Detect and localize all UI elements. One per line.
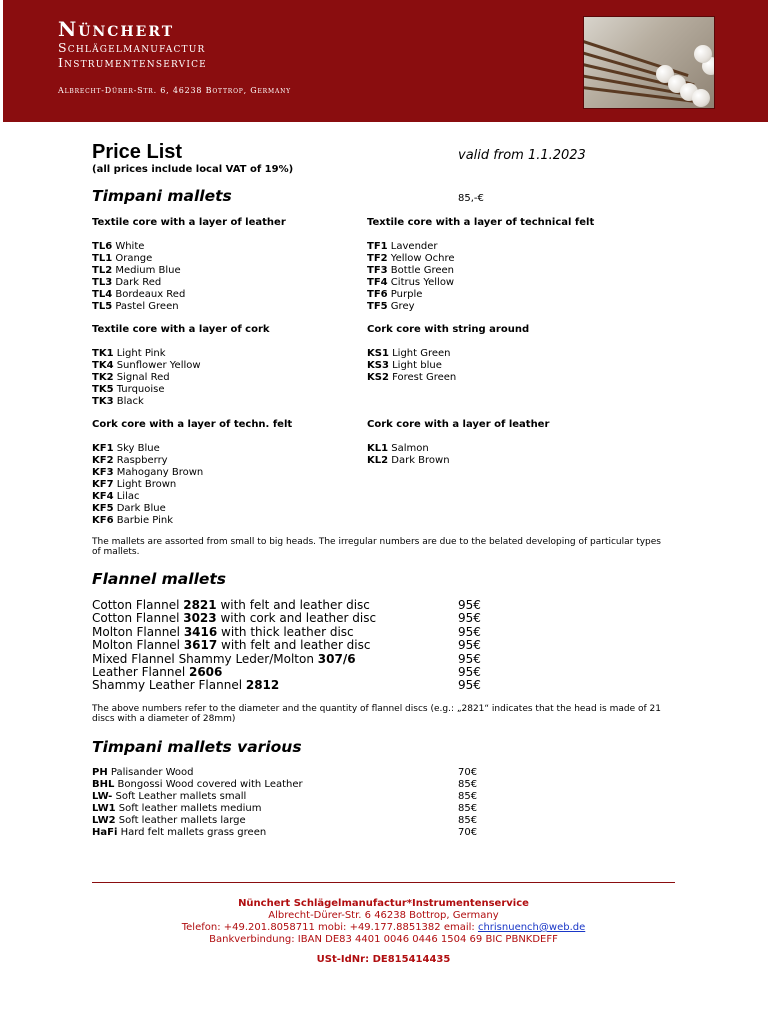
- mallet-color: Salmon: [388, 443, 429, 454]
- flannel-price: 95€: [458, 651, 481, 666]
- various-price: 85€: [458, 790, 478, 802]
- flannel-price: 95€: [458, 598, 481, 612]
- various-item: [92, 791, 492, 803]
- flannel-price: 95€: [458, 638, 481, 653]
- mallet-code: KL1: [367, 443, 389, 454]
- mallet-item: [92, 265, 362, 277]
- flannel-desc-pre: Leather Flannel: [92, 665, 189, 679]
- mallet-color: Lavender: [387, 241, 438, 252]
- footer-company: Nünchert Schlägelmanufactur*Instrumentenservice: [238, 898, 529, 909]
- mallet-color: Bordeaux Red: [112, 289, 186, 300]
- various-item: [92, 779, 492, 791]
- flannel-code: 3416: [183, 624, 218, 639]
- various-code: PH: [92, 767, 108, 778]
- mallet-item: [92, 443, 362, 455]
- flannel-item: [92, 626, 492, 639]
- mallet-item: [92, 301, 362, 313]
- various-code: LW2: [92, 814, 116, 826]
- mallet-color: Light Green: [388, 348, 451, 359]
- letterhead-banner: [3, 0, 768, 122]
- mallet-code: KF4: [92, 491, 114, 502]
- flannel-price: 95€: [458, 678, 481, 693]
- mallet-item: [367, 265, 637, 277]
- timpani-price: 85,-€: [458, 193, 484, 204]
- mallet-code: KF1: [92, 443, 114, 454]
- mallet-group-title: Textile core with a layer of technical felt: [367, 217, 595, 228]
- mallet-code: KF7: [92, 479, 114, 490]
- various-desc: Palisander Wood: [107, 767, 194, 778]
- mallet-color: Mahogany Brown: [113, 467, 204, 478]
- mallet-item: [367, 455, 637, 467]
- mallet-color: Turquoise: [113, 384, 165, 395]
- mallet-item: [92, 360, 362, 372]
- flannel-desc-pre: Cotton Flannel: [92, 611, 184, 626]
- footer-divider: [92, 882, 675, 883]
- mallet-color: White: [112, 241, 145, 252]
- mallet-group: [92, 217, 362, 313]
- mallet-item: [367, 348, 637, 360]
- various-code: LW-: [92, 790, 113, 802]
- mallet-code: TK1: [92, 348, 114, 359]
- mallet-color: Black: [113, 396, 144, 407]
- mallet-color: Orange: [112, 253, 153, 264]
- various-price: 85€: [458, 814, 478, 826]
- mallet-color: Pastel Green: [112, 301, 179, 312]
- mallet-item: [92, 384, 362, 396]
- section-heading-various: Timpani mallets various: [92, 738, 302, 756]
- mallet-item: [367, 372, 637, 384]
- valid-date: valid from 1.1.2023: [458, 148, 586, 163]
- mallet-code: KF2: [92, 455, 114, 466]
- flannel-code: 2812: [245, 678, 280, 693]
- mallet-code: TF2: [367, 253, 388, 264]
- flannel-item: [92, 639, 492, 652]
- flannel-desc-post: with cork and leather disc: [216, 611, 377, 626]
- flannel-code: 307/6: [317, 651, 356, 666]
- flannel-desc-pre: Molton Flannel: [92, 624, 184, 639]
- flannel-desc-post: with felt and leather disc: [216, 598, 370, 612]
- mallet-color: Barbie Pink: [113, 515, 173, 526]
- mallet-color: Purple: [387, 289, 423, 300]
- mallet-item: [92, 467, 362, 479]
- mallet-code: TF5: [367, 301, 388, 312]
- flannel-desc-post: with felt and leather disc: [217, 638, 371, 653]
- various-desc: Hard felt mallets grass green: [117, 826, 267, 838]
- mallet-item: [92, 515, 362, 527]
- page-title: Price List: [92, 141, 183, 163]
- company-line-1: Schlägelmanufactur: [58, 40, 206, 55]
- mallet-item: [92, 396, 362, 408]
- footer-contact: [92, 922, 675, 934]
- flannel-code: 3023: [183, 611, 217, 626]
- various-item: [92, 767, 492, 779]
- mallet-item: [92, 455, 362, 467]
- various-desc: Soft Leather mallets small: [112, 790, 247, 802]
- various-item: [92, 827, 492, 839]
- mallet-color: Light Brown: [113, 479, 177, 490]
- various-code: BHL: [92, 778, 115, 790]
- mallet-color: Dark Blue: [113, 503, 166, 514]
- mallet-item: [367, 289, 637, 301]
- mallet-code: TL3: [92, 277, 113, 288]
- company-line-2: Instrumentenservice: [58, 55, 207, 70]
- mallet-color: Dark Red: [112, 277, 162, 288]
- mallet-group-title: Cork core with a layer of techn. felt: [92, 419, 293, 430]
- mallet-color: Light Pink: [113, 348, 166, 359]
- various-price: 85€: [458, 802, 478, 814]
- mallet-code: KF3: [92, 467, 114, 478]
- flannel-desc-pre: Mixed Flannel Shammy Leder/Molton: [92, 651, 318, 666]
- mallet-group: [92, 324, 362, 408]
- mallet-color: Medium Blue: [112, 265, 181, 276]
- mallet-color: Signal Red: [113, 372, 170, 383]
- flannel-desc-pre: Shammy Leather Flannel: [92, 678, 246, 693]
- mallet-item: [92, 372, 362, 384]
- mallet-group-title: Cork core with string around: [367, 324, 530, 335]
- various-code: HaFi: [92, 826, 118, 838]
- various-item: [92, 815, 492, 827]
- footer-vat-id: USt-IdNr: DE815414435: [316, 954, 451, 965]
- mallet-group: [92, 419, 362, 527]
- various-price: 85€: [458, 778, 478, 790]
- flannel-item: [92, 599, 492, 612]
- flannel-price: 95€: [458, 611, 481, 626]
- mallet-code: KS1: [367, 348, 389, 359]
- mallet-group-title: Textile core with a layer of cork: [92, 324, 270, 335]
- mallet-item: [92, 348, 362, 360]
- timpani-note: The mallets are assorted from small to big heads. The irregular numbers are due to the belated developing of particular types of mallets.: [92, 537, 661, 557]
- mallet-code: TK4: [92, 360, 114, 371]
- company-name: Nünchert: [58, 17, 175, 41]
- flannel-price: 95€: [458, 665, 481, 679]
- mallet-color: Forest Green: [388, 372, 457, 383]
- mallet-code: KS2: [367, 372, 389, 383]
- various-desc: Soft leather mallets large: [115, 814, 246, 826]
- footer-email-link[interactable]: chrisnuench@web.de: [477, 922, 586, 933]
- mallet-color: Sky Blue: [113, 443, 160, 454]
- mallet-color: Dark Brown: [388, 455, 450, 466]
- mallet-color: Raspberry: [113, 455, 168, 466]
- mallet-group: [367, 324, 637, 384]
- mallets-photo: [583, 16, 715, 109]
- mallet-code: TL4: [92, 289, 113, 300]
- flannel-item: [92, 666, 492, 679]
- section-heading-flannel: Flannel mallets: [92, 570, 227, 588]
- mallet-group-title: Cork core with a layer of leather: [367, 419, 550, 430]
- flannel-item: [92, 653, 492, 666]
- mallet-color: Lilac: [113, 491, 140, 502]
- mallet-item: [367, 301, 637, 313]
- flannel-code: 2606: [188, 665, 223, 679]
- section-heading-timpani: Timpani mallets: [92, 187, 232, 205]
- flannel-desc-post: with thick leather disc: [217, 624, 354, 639]
- company-address: Albrecht-Dürer-Str. 6, 46238 Bottrop, Germany: [58, 86, 291, 95]
- mallet-item: [92, 479, 362, 491]
- mallet-code: TF4: [367, 277, 388, 288]
- mallet-item: [367, 241, 637, 253]
- mallet-code: TK3: [92, 396, 114, 407]
- mallet-item: [92, 289, 362, 301]
- various-price: 70€: [458, 826, 478, 838]
- various-code: LW1: [92, 802, 116, 814]
- mallet-code: KF6: [92, 515, 114, 526]
- mallet-item: [92, 503, 362, 515]
- mallet-item: [92, 253, 362, 265]
- mallet-color: Citrus Yellow: [387, 277, 455, 288]
- footer-phone: Telefon: +49.201.8058711 mobi: +49.177.8851382 email:: [181, 922, 478, 933]
- mallet-code: KS3: [367, 360, 389, 371]
- mallet-color: Yellow Ochre: [387, 253, 455, 264]
- mallet-group: [367, 419, 637, 467]
- mallet-color: Sunflower Yellow: [113, 360, 201, 371]
- mallet-group: [367, 217, 637, 313]
- mallet-code: KF5: [92, 503, 114, 514]
- mallet-item: [367, 360, 637, 372]
- mallet-code: TF3: [367, 265, 388, 276]
- mallet-item: [367, 443, 637, 455]
- brand-block: [58, 18, 207, 70]
- flannel-desc-pre: Molton Flannel: [92, 638, 184, 653]
- mallet-color: Grey: [387, 301, 415, 312]
- flannel-desc-pre: Cotton Flannel: [92, 598, 184, 612]
- vat-note: (all prices include local VAT of 19%): [92, 164, 294, 175]
- various-desc: Bongossi Wood covered with Leather: [114, 778, 303, 790]
- mallet-item: [367, 277, 637, 289]
- mallet-code: TL6: [92, 241, 113, 252]
- mallet-code: TK2: [92, 372, 114, 383]
- flannel-item: [92, 679, 492, 692]
- mallet-code: TF6: [367, 289, 388, 300]
- mallet-item: [92, 241, 362, 253]
- mallet-group-title: Textile core with a layer of leather: [92, 217, 286, 228]
- mallet-color: Light blue: [388, 360, 442, 371]
- mallet-item: [92, 491, 362, 503]
- flannel-code: 3617: [183, 638, 218, 653]
- mallet-code: TL5: [92, 301, 113, 312]
- mallet-item: [92, 277, 362, 289]
- footer-bank: Bankverbindung: IBAN DE83 4401 0046 0446 1504 69 BIC PBNKDEFF: [209, 934, 558, 945]
- mallet-code: KL2: [367, 455, 389, 466]
- mallet-color: Bottle Green: [387, 265, 455, 276]
- flannel-price: 95€: [458, 624, 481, 639]
- mallet-code: TK5: [92, 384, 114, 395]
- mallet-item: [367, 253, 637, 265]
- flannel-code: 2821: [183, 598, 217, 612]
- various-desc: Soft leather mallets medium: [115, 802, 262, 814]
- various-price: 70€: [458, 767, 478, 778]
- flannel-item: [92, 612, 492, 625]
- mallet-code: TL1: [92, 253, 113, 264]
- flannel-note: The above numbers refer to the diameter and the quantity of flannel discs (e.g.: „2821“ indicates that the head is made of 21 discs with a diameter of 28mm): [92, 704, 661, 724]
- mallet-code: TL2: [92, 265, 113, 276]
- footer-address: Albrecht-Dürer-Str. 6 46238 Bottrop, Germany: [268, 910, 499, 921]
- various-item: [92, 803, 492, 815]
- mallet-code: TF1: [367, 241, 388, 252]
